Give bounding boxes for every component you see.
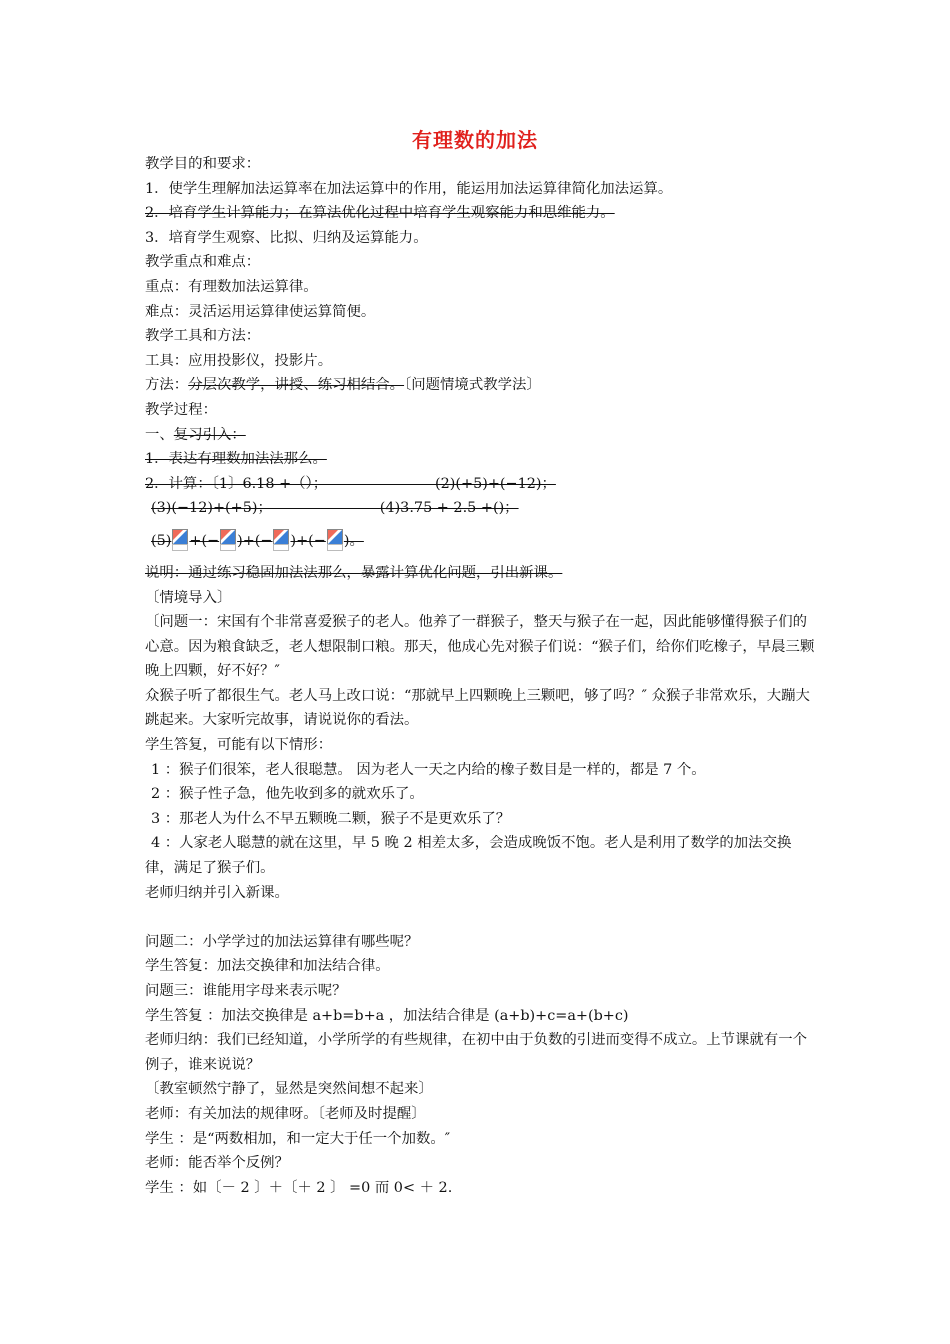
- paragraph: 〔教室顿然宁静了，显然是突然间想不起来〕: [145, 1081, 433, 1098]
- spacer: [145, 905, 815, 930]
- method-label: 方法：: [145, 377, 189, 394]
- exercise-line: (3)(−12)+(+5)； (4)3.75 + 2.5 +()；: [151, 500, 519, 517]
- paragraph: 老师归纳并引入新课。: [145, 884, 289, 901]
- paragraph: 问题二：小学学过的加法运算律有哪些呢？: [145, 933, 419, 950]
- document-title: 有理数的加法: [412, 128, 538, 152]
- document-body: [145, 152, 815, 1200]
- exercise-line: 1．表达有理数加法法那么。: [145, 451, 327, 468]
- method-struck: 分层次教学，讲授、练习相结合。: [188, 377, 405, 394]
- fraction-image-icon: [327, 529, 343, 551]
- paragraph: 重点：有理数加法运算律。: [145, 278, 318, 295]
- story-paragraph: 〔问题一：宋国有个非常喜爱猴子的老人。他养了一群猴子，整天与猴子在一起，因此能够懂得猴子们的心意。因为粮食缺乏，老人想限制口粮。那天，他成心先对猴子们说：“猴子们，给你们吃橡子，早晨三颗晚上四颗，好不好？″: [145, 614, 815, 680]
- exercise-line-fractions: (5) +(− )+(− )+(− )。: [145, 521, 815, 561]
- paragraph: 1．使学生理解加法运算率在加法运算中的作用，能运用加法运算律简化加法运算。: [145, 180, 673, 197]
- section-heading: 〔情境导入〕: [145, 589, 232, 606]
- list-item: 2 ：猴子性子急，他先收到多的就欢乐了。: [151, 786, 424, 803]
- paragraph: 难点：灵活运用运算律使运算简便。: [145, 303, 376, 320]
- list-item: 4 ：人家老人聪慧的就在这里，早 5 晚 2 相差太多，会造成晚饭不饱。老人是利用了数学的加法交换律，满足了猴子们。: [145, 835, 792, 877]
- list-item: 3 ：那老人为什么不早五颗晚二颗，猴子不是更欢乐了？: [151, 810, 511, 827]
- paragraph-struck: 2．培育学生计算能力；在算法优化过程中培育学生观察能力和思维能力。: [145, 205, 615, 222]
- paragraph: 3．培育学生观察、比拟、归纳及运算能力。: [145, 229, 428, 246]
- paragraph: 工具：应用投影仪，投影片。: [145, 352, 333, 369]
- exercise-line: 2．计算：〔1〕6.18 +（）； (2)(+5)+(−12)；: [145, 475, 556, 492]
- story-paragraph: 众猴子听了都很生气。老人马上改口说：“那就早上四颗晚上三颗吧，够了吗？″ 众猴子非常欢乐，大蹦大跳起来。大家听完故事，请说说你的看法。: [145, 687, 810, 729]
- section-heading: 教学工具和方法：: [145, 328, 261, 345]
- paragraph: 学生答复：加法交换律和加法结合律。: [145, 958, 390, 975]
- paragraph: 学生 ：如〔－ 2 〕＋〔＋ 2 〕 =0 而 0< ＋ 2.: [145, 1179, 453, 1196]
- section-heading: 教学目的和要求：: [145, 156, 261, 172]
- paragraph: 老师归纳：我们已经知道，小学所学的有些规律，在初中由于负数的引进而变得不成立。上节课就有一个例子，谁来说说？: [145, 1032, 807, 1073]
- paragraph: 学生 ：是“两数相加，和一定大于任一个加数。″: [145, 1130, 451, 1147]
- paragraph: [145, 423, 815, 448]
- method-note: 〔问题情境式教学法〕: [404, 377, 541, 394]
- paragraph: [145, 373, 815, 398]
- paragraph: 问题三：谁能用字母来表示呢？: [145, 983, 347, 999]
- exercise-note-struck: 说明：通过练习稳固加法法那么，暴露计算优化问题，引出新课。: [145, 564, 563, 581]
- step-title-struck: 复习引入：: [173, 426, 246, 443]
- section-heading: 教学重点和难点：: [145, 254, 261, 271]
- paragraph: 学生答复，可能有以下情形：: [145, 737, 333, 754]
- fraction-image-icon: [273, 529, 289, 551]
- list-item: 1 ：猴子们很笨，老人很聪慧。 因为老人一天之内给的橡子数目是一样的，都是 7 个。: [151, 761, 706, 778]
- step-number: 一、: [145, 426, 174, 443]
- fraction-image-icon: [220, 529, 236, 551]
- paragraph: 老师：有关加法的规律呀。〔老师及时提醒〕: [145, 1105, 426, 1122]
- paragraph: 学生答复 ：加法交换律是 a+b=b+a ，加法结合律是 (a+b)+c=a+(b+c): [145, 1007, 629, 1024]
- fraction-image-icon: [172, 529, 188, 551]
- section-heading: 教学过程：: [145, 401, 217, 418]
- paragraph: 老师：能否举个反例？: [145, 1155, 289, 1172]
